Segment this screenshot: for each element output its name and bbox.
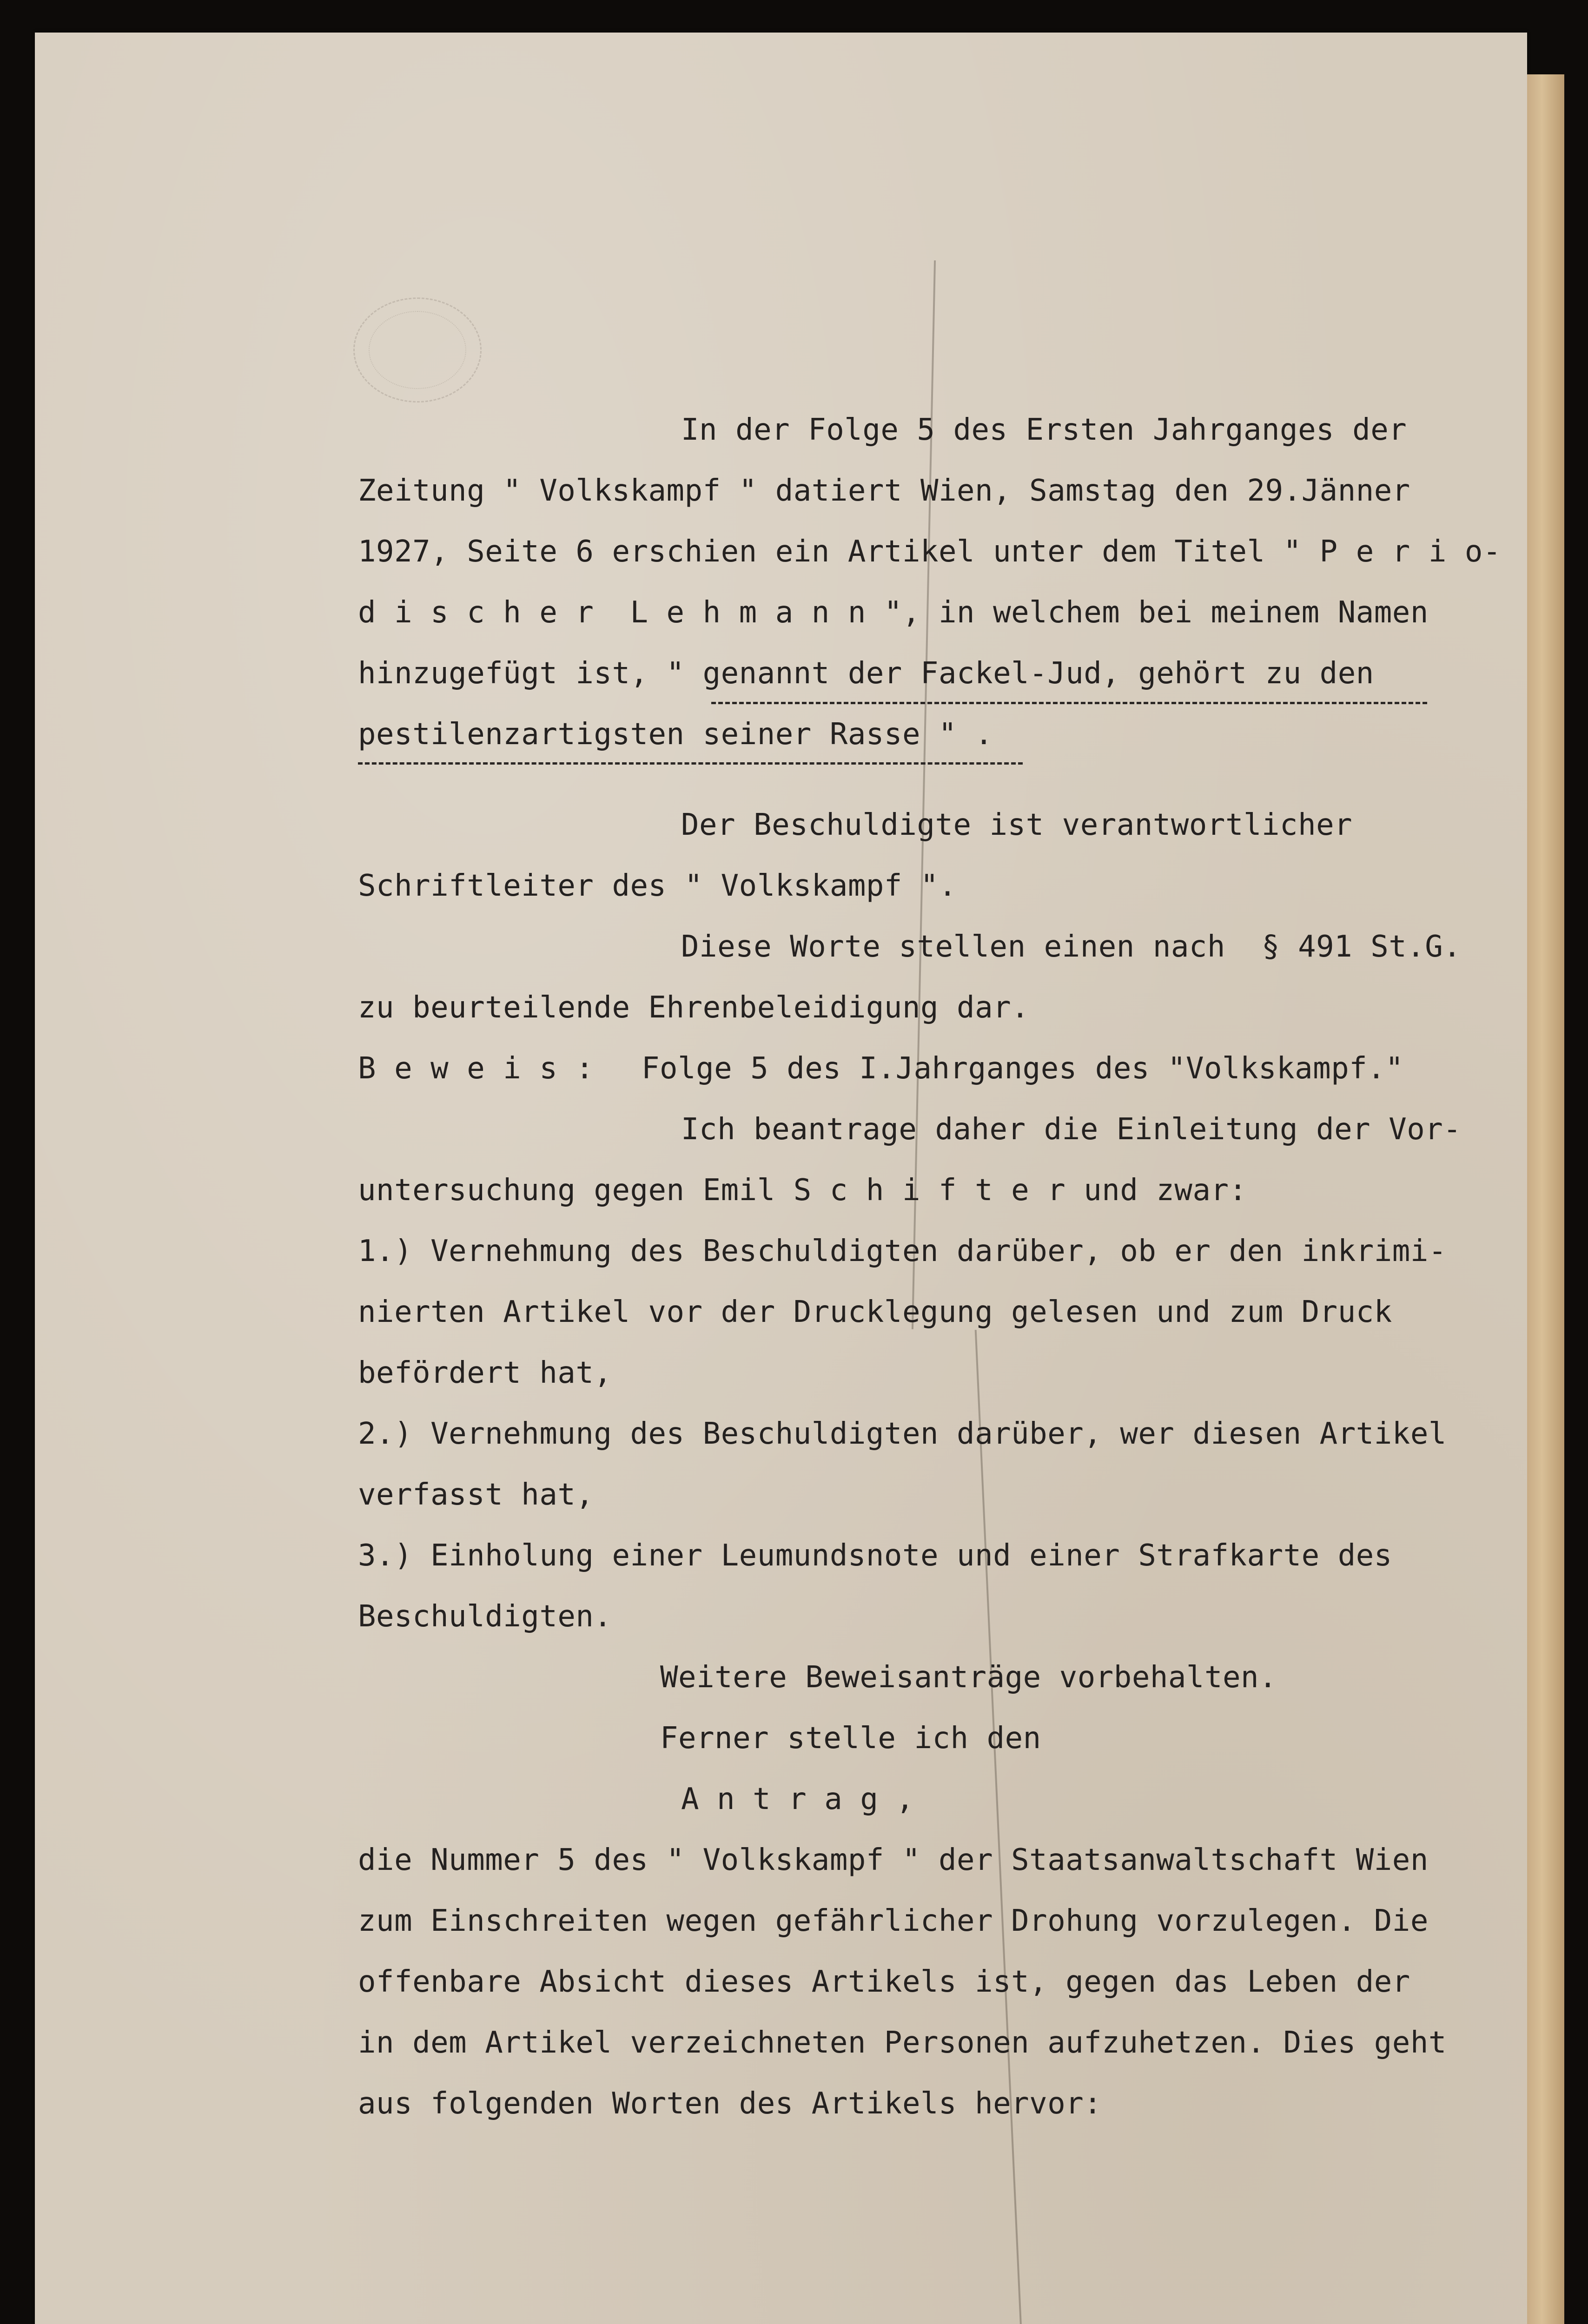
list-item: befördert hat, [358,1356,612,1390]
next-page-edge [1527,74,1564,2324]
text-line: Diese Worte stellen einen nach § 491 St.G. [681,930,1462,964]
proof-text: Folge 5 des I.Jahrganges des "Volkskampf." [642,1051,1404,1086]
text-line: In der Folge 5 des Ersten Jahrganges der [681,413,1407,447]
text-line: die Nummer 5 des " Volkskampf " der Staatsanwaltschaft Wien [358,1843,1429,1877]
text-line: Ferner stelle ich den [660,1721,1041,1756]
list-item: 1.) Vernehmung des Beschuldigten darüber, ob er den inkrimi- [358,1234,1447,1268]
text-line: aus folgenden Worten des Artikels hervor: [358,2086,1102,2121]
text-line: hinzugefügt ist, " genannt der Fackel-Jud, gehört zu den [358,656,1374,691]
text-line: Zeitung " Volkskampf " datiert Wien, Samstag den 29.Jänner [358,474,1410,508]
text-line: Ich beantrage daher die Einleitung der Vor- [681,1112,1462,1147]
text-line: 1927, Seite 6 erschien ein Artikel unter dem Titel " P e r i o- [358,535,1501,569]
text-line: Der Beschuldigte ist verantwortlicher [681,808,1353,842]
underline [711,702,1427,704]
faded-seal [353,297,482,403]
list-item: Beschuldigten. [358,1599,612,1634]
text-line: zum Einschreiten wegen gefährlicher Drohung vorzulegen. Die [358,1904,1429,1938]
text-line: pestilenzartigsten seiner Rasse " . [358,717,993,752]
list-item: verfasst hat, [358,1478,594,1512]
motion-heading: A n t r a g , [681,1782,914,1816]
text-line: in dem Artikel verzeichneten Personen aufzuhetzen. Dies geht [358,2026,1447,2060]
text-line: d i s c h e r L e h m a n n ", in welchem bei meinem Namen [358,595,1429,630]
underline [358,762,1023,765]
list-item: 2.) Vernehmung des Beschuldigten darüber, wer diesen Artikel [358,1417,1447,1451]
text-line: zu beurteilende Ehrenbeleidigung dar. [358,990,1030,1025]
text-line: Weitere Beweisanträge vorbehalten. [660,1660,1277,1695]
proof-label: B e w e i s : [358,1051,594,1086]
text-line: untersuchung gegen Emil S c h i f t e r und zwar: [358,1173,1247,1208]
list-item: nierten Artikel vor der Drucklegung gelesen und zum Druck [358,1295,1392,1329]
list-item: 3.) Einholung einer Leumundsnote und einer Strafkarte des [358,1538,1392,1573]
text-line: offenbare Absicht dieses Artikels ist, gegen das Leben der [358,1965,1410,1999]
text-line: Schriftleiter des " Volkskampf ". [358,869,957,903]
